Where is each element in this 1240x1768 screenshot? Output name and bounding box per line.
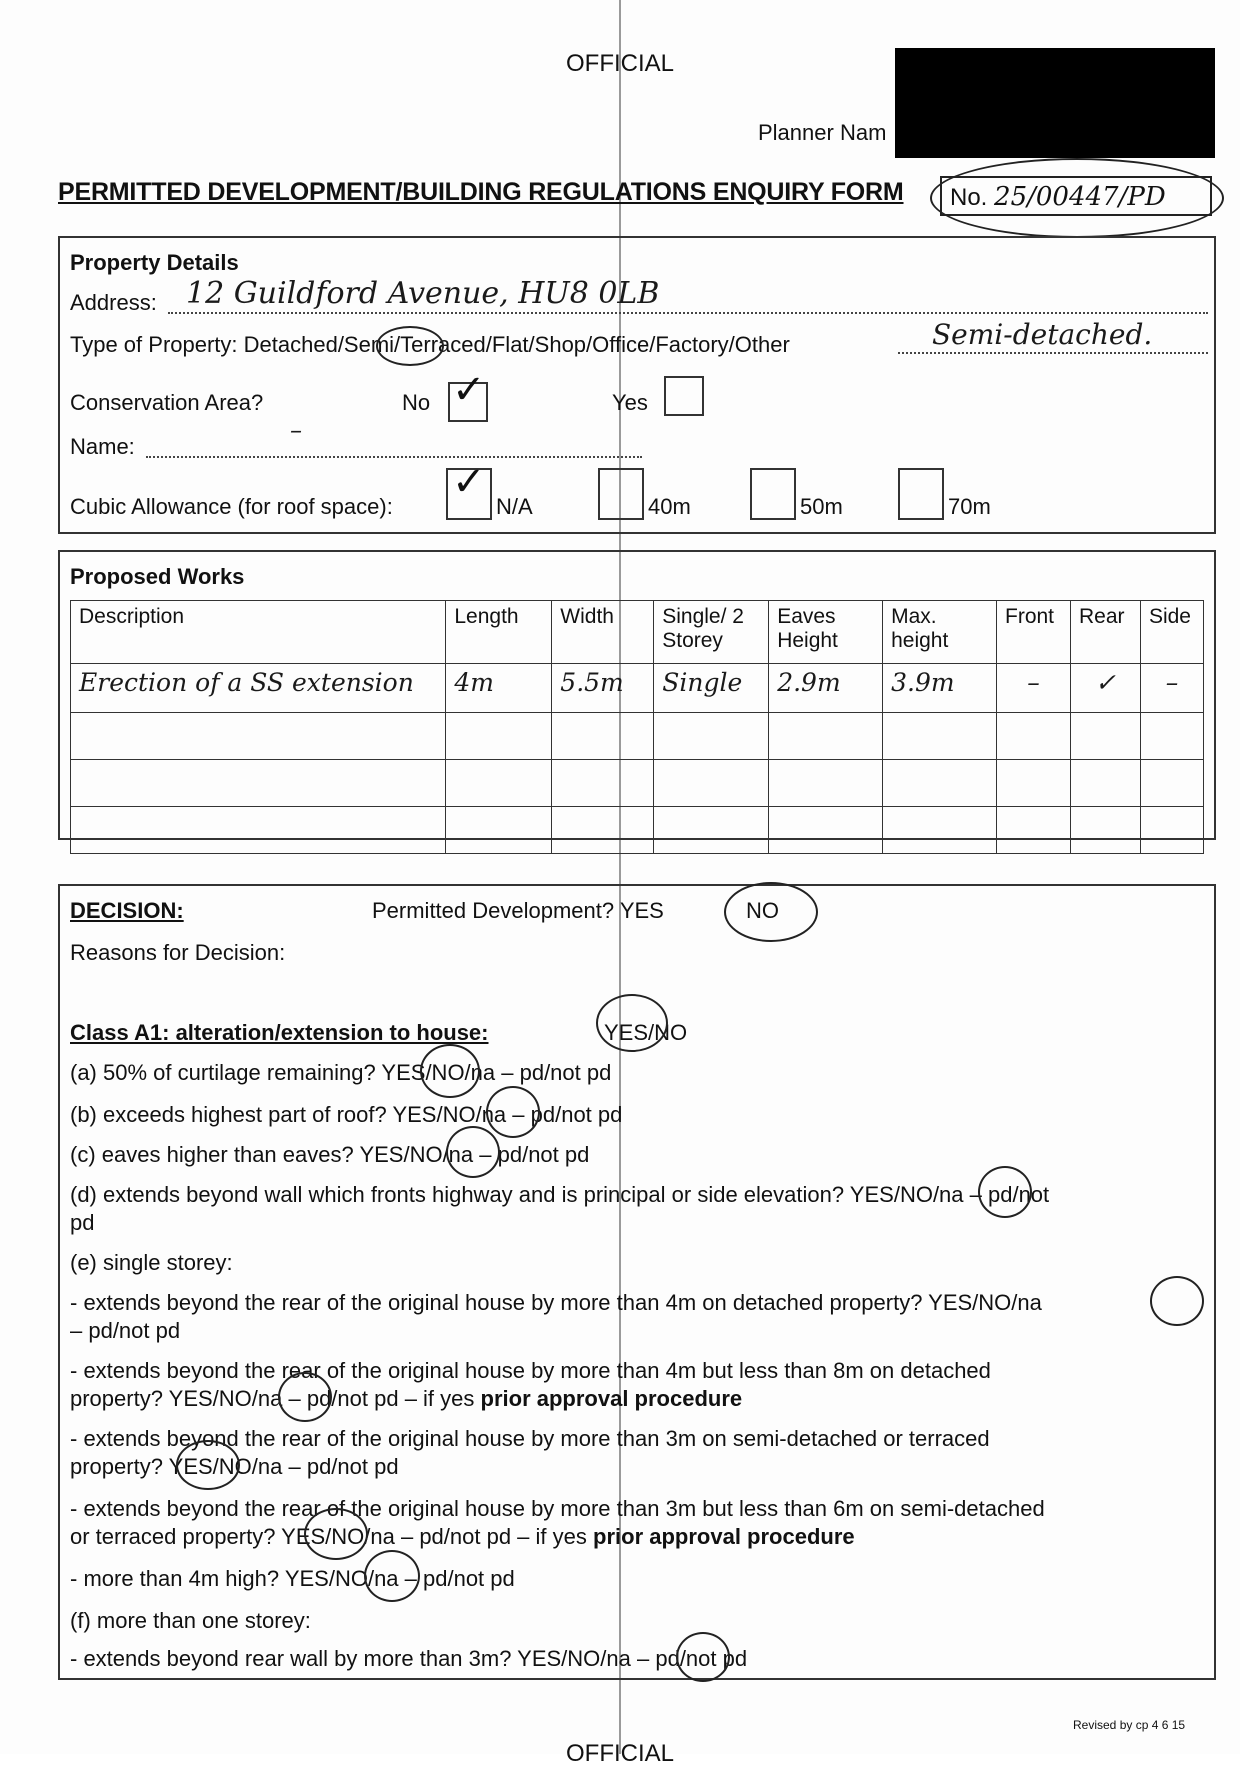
criteria-text: property? YES/NO/na – pd/not pd – if yes [70, 1386, 475, 1411]
property-type-label: Type of Property: Detached/Semi/Terraced/Flat/Shop/Office/Factory/Other [70, 332, 790, 357]
form-number-circle [930, 158, 1224, 238]
table-cell [1070, 760, 1140, 807]
property-details-heading: Property Details [70, 250, 239, 275]
proposed-works-heading: Proposed Works [70, 564, 245, 589]
column-header: Rear [1070, 601, 1140, 664]
criteria-line: pd [70, 1210, 95, 1235]
cubic-40-checkbox[interactable] [598, 468, 644, 520]
prior-approval-text: prior approval procedure [480, 1386, 743, 1411]
reasons-label: Reasons for Decision: [70, 940, 286, 965]
answer-circle [446, 1126, 500, 1178]
header-classification: OFFICIAL [565, 50, 674, 77]
table-cell [654, 807, 769, 854]
address-line [168, 312, 1208, 314]
permitted-development-question: Permitted Development? YES [372, 898, 664, 923]
table-header-row [71, 601, 1204, 664]
table-cell [552, 807, 654, 854]
conservation-area-label: Conservation Area? [70, 390, 264, 415]
redaction-block [895, 48, 1215, 158]
table-cell [71, 713, 446, 760]
footer-classification: OFFICIAL [565, 1740, 674, 1767]
table-row [71, 713, 1204, 760]
criteria-line: - extends beyond the rear of the original house by more than 3m on semi-detached or terraced [70, 1426, 990, 1451]
table-cell [71, 807, 446, 854]
form-number-value: 25/00447/PD [994, 182, 1166, 212]
table-cell: 4m [446, 664, 552, 713]
table-cell [654, 713, 769, 760]
column-header: Max. height [883, 601, 997, 664]
table-cell [997, 807, 1071, 854]
form-title: PERMITTED DEVELOPMENT/BUILDING REGULATIONS ENQUIRY FORM [58, 178, 904, 206]
answer-circle [596, 994, 668, 1052]
cubic-option-na: N/A [496, 494, 533, 519]
table-row [71, 664, 1204, 713]
answer-circle [304, 1508, 368, 1560]
table-cell [1070, 713, 1140, 760]
criteria-line: – pd/not pd [70, 1318, 181, 1343]
table-cell: 5.5m [552, 664, 654, 713]
answer-circle [486, 1086, 540, 1138]
table-cell [1070, 807, 1140, 854]
answer-circle [420, 1044, 480, 1098]
table-cell [1140, 713, 1203, 760]
criteria-line [70, 1386, 742, 1412]
semi-circle-mark [376, 326, 444, 366]
table-cell [446, 807, 552, 854]
table-cell [769, 713, 883, 760]
table-cell: – [997, 664, 1071, 713]
cubic-option-50: 50m [800, 494, 843, 519]
criteria-line: - extends beyond the rear of the original house by more than 4m on detached property? YES/NO/na [70, 1290, 1042, 1315]
table-cell: 3.9m [883, 664, 997, 713]
proposed-works-table [70, 600, 1204, 854]
address-value: 12 Guildford Avenue, HU8 0LB [186, 276, 660, 311]
name-label: Name: [70, 434, 135, 459]
table-cell [997, 760, 1071, 807]
table-cell [997, 713, 1071, 760]
criteria-line: (b) exceeds highest part of roof? YES/NO/na – pd/not pd [70, 1102, 623, 1127]
table-row [71, 807, 1204, 854]
table-row [71, 760, 1204, 807]
table-cell [446, 713, 552, 760]
cubic-70-checkbox[interactable] [898, 468, 944, 520]
planner-name-label: Planner Nam [758, 120, 887, 145]
revision-note: Revised by cp 4 6 15 [1073, 1718, 1186, 1732]
criteria-line: (a) 50% of curtilage remaining? YES/NO/na – pd/not pd [70, 1060, 612, 1085]
answer-circle [724, 882, 818, 942]
cubic-50-checkbox[interactable] [750, 468, 796, 520]
table-cell: 2.9m [769, 664, 883, 713]
criteria-line [70, 1524, 855, 1550]
conservation-yes-label: Yes [612, 390, 648, 415]
criteria-line: (c) eaves higher than eaves? YES/NO/na – pd/not pd [70, 1142, 590, 1167]
check-mark-icon: ✓ [452, 460, 486, 504]
column-header: Width [552, 601, 654, 664]
table-cell [446, 760, 552, 807]
decision-heading: DECISION: [70, 898, 184, 923]
table-cell: – [1140, 664, 1203, 713]
column-header: Side [1140, 601, 1203, 664]
conservation-no-label: No [402, 390, 431, 415]
property-type-value: Semi-detached. [932, 318, 1153, 351]
form-number-label: No. [950, 184, 988, 211]
table-cell [769, 807, 883, 854]
name-line [146, 456, 642, 458]
table-cell [883, 807, 997, 854]
class-a1-answer: YES/NO [604, 1020, 688, 1045]
table-cell [552, 713, 654, 760]
answer-circle [1150, 1276, 1204, 1326]
criteria-line: (f) more than one storey: [70, 1608, 311, 1633]
table-cell [654, 760, 769, 807]
answer-circle [364, 1550, 420, 1602]
class-a1-heading: Class A1: alteration/extension to house: [70, 1020, 489, 1045]
table-cell: Erection of a SS extension [71, 664, 446, 713]
criteria-line: - more than 4m high? YES/NO/na – pd/not pd [70, 1566, 515, 1591]
cubic-option-70: 70m [948, 494, 991, 519]
column-header: Front [997, 601, 1071, 664]
table-cell: Single [654, 664, 769, 713]
table-cell [769, 760, 883, 807]
table-cell: ✓ [1070, 664, 1140, 713]
column-header: Single/ 2 Storey [654, 601, 769, 664]
answer-circle [676, 1632, 730, 1682]
criteria-line: property? YES/NO/na – pd/not pd [70, 1454, 399, 1479]
name-value: – [290, 416, 302, 444]
table-cell [1140, 760, 1203, 807]
column-header: Description [71, 601, 446, 664]
column-header: Eaves Height [769, 601, 883, 664]
criteria-line: - extends beyond the rear of the original house by more than 4m but less than 8m on detached [70, 1358, 991, 1383]
cubic-allowance-label: Cubic Allowance (for roof space): [70, 494, 393, 519]
property-type-line [898, 352, 1208, 354]
cubic-option-40: 40m [648, 494, 691, 519]
column-header: Length [446, 601, 552, 664]
answer-circle [176, 1440, 240, 1490]
table-cell [71, 760, 446, 807]
criteria-text: or terraced property? YES/NO/na – pd/not pd – if yes [70, 1524, 587, 1549]
criteria-line: - extends beyond rear wall by more than 3m? YES/NO/na – pd/not pd [70, 1646, 748, 1671]
prior-approval-text: prior approval procedure [593, 1524, 855, 1549]
permitted-development-answer: NO [746, 898, 779, 923]
table-cell [883, 760, 997, 807]
criteria-line: (d) extends beyond wall which fronts highway and is principal or side elevation? YES/NO/na – pd/not [70, 1182, 1050, 1207]
address-label: Address: [70, 290, 157, 315]
criteria-line: (e) single storey: [70, 1250, 233, 1275]
conservation-yes-checkbox[interactable] [664, 376, 704, 416]
criteria-line: - extends beyond the rear of the original house by more than 3m but less than 6m on semi-detached [70, 1496, 1045, 1521]
table-cell [552, 760, 654, 807]
answer-circle [978, 1166, 1032, 1218]
table-cell [883, 713, 997, 760]
answer-circle [278, 1372, 332, 1422]
check-mark-icon: ✓ [452, 368, 486, 412]
table-cell [1140, 807, 1203, 854]
